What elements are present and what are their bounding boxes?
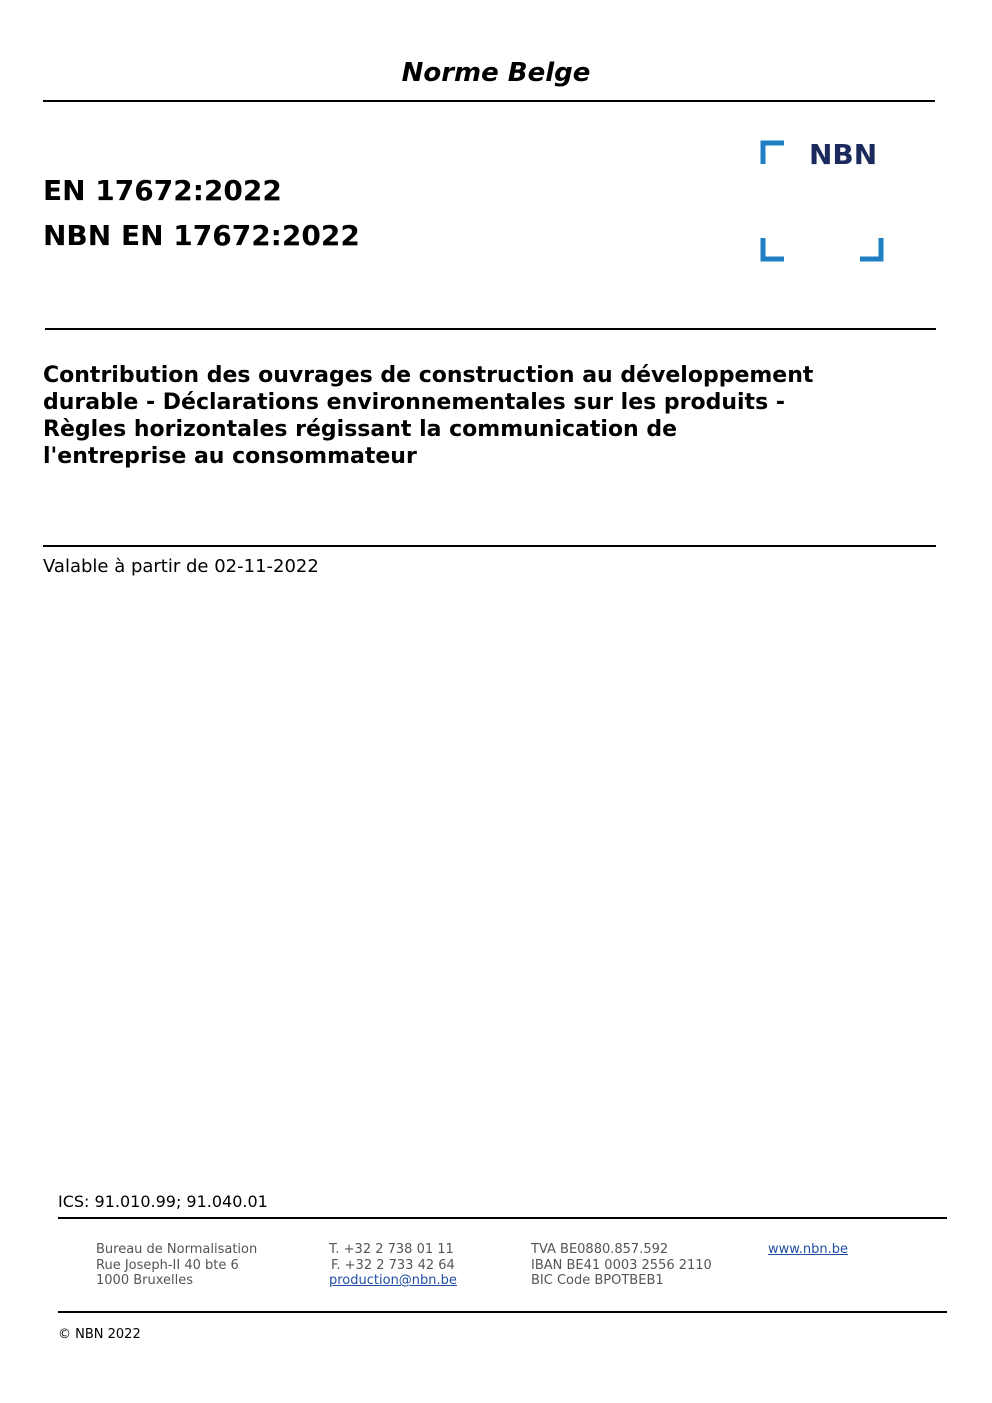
footer-web [768, 1242, 848, 1258]
ics-codes: ICS: 91.010.99; 91.040.01 [58, 1192, 268, 1211]
logo-text: NBN [809, 140, 878, 171]
fax-number: F. +32 2 733 42 64 [331, 1257, 455, 1273]
logo-bracket-bottom-left [763, 238, 784, 259]
standard-title [43, 362, 923, 470]
copyright-notice: © NBN 2022 [58, 1327, 141, 1342]
footer-contact [329, 1242, 457, 1289]
address-line: 1000 Bruxelles [96, 1273, 194, 1288]
bic-code: BIC Code BPOTBEB1 [531, 1273, 664, 1288]
header-divider [43, 100, 935, 102]
nbn-logo [760, 140, 886, 264]
title-line: durable - Déclarations environnementales sur les produits - [43, 390, 785, 415]
footer-divider-bottom [58, 1311, 947, 1313]
footer-bank [531, 1242, 712, 1289]
address-line: Bureau de Normalisation [96, 1242, 258, 1257]
section-divider-1 [45, 328, 936, 330]
email-link[interactable]: production@nbn.be [329, 1273, 457, 1288]
phone-number: T. +32 2 738 01 11 [329, 1242, 454, 1257]
page-header-title: Norme Belge [401, 58, 591, 88]
standard-code-nbn: NBN EN 17672:2022 [43, 219, 360, 252]
footer-address [96, 1242, 257, 1289]
title-line: l'entreprise au consommateur [43, 444, 417, 469]
title-line: Règles horizontales régissant la communication de [43, 417, 678, 442]
footer-divider-top [58, 1217, 947, 1219]
validity-date: Valable à partir de 02-11-2022 [43, 556, 319, 577]
iban-number: IBAN BE41 0003 2556 2110 [531, 1257, 712, 1273]
title-line: Contribution des ouvrages de construction au développement [43, 363, 814, 388]
address-line: Rue Joseph-II 40 bte 6 [96, 1257, 239, 1273]
logo-bracket-bottom-right [860, 238, 881, 259]
logo-bracket-top-left [763, 143, 784, 164]
section-divider-2 [43, 545, 936, 547]
tva-number: TVA BE0880.857.592 [531, 1242, 669, 1257]
standard-code-en: EN 17672:2022 [43, 174, 282, 207]
website-link[interactable]: www.nbn.be [768, 1242, 848, 1257]
